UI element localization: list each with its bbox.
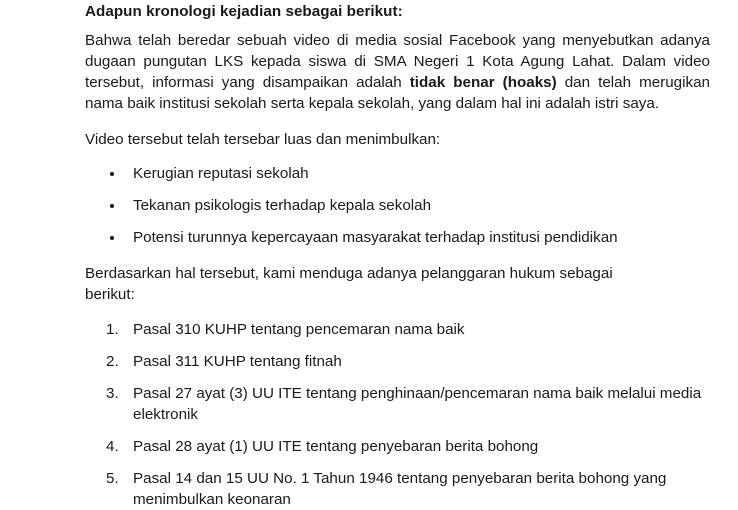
bullet-point-icon [110, 172, 114, 176]
list-item [85, 351, 710, 372]
list-item-label: Potensi turunnya kepercayaan masyarakat terhadap institusi pendidikan [133, 229, 618, 246]
list-item-number: 3. [106, 385, 119, 402]
paragraph-legal-basis: Berdasarkan hal tersebut, kami menduga adanya pelanggaran hukum sebagai berikut: [85, 265, 613, 303]
list-item-label: Tekanan psikologis terhadap kepala sekolah [133, 197, 432, 214]
list-item-number: 2. [106, 353, 119, 370]
paragraph-chronology [85, 30, 710, 114]
list-item [85, 319, 710, 340]
list-item [85, 195, 710, 216]
bullet-point-icon [110, 204, 114, 208]
list-item-label: Pasal 14 dan 15 UU No. 1 Tahun 1946 tentang penyebaran berita bohong yang menimbulkan keonaran [133, 470, 667, 508]
legal-violation-numbered-list [85, 319, 710, 510]
list-item-number: 5. [106, 470, 119, 487]
list-item-label: Pasal 27 ayat (3) UU ITE tentang penghinaan/pencemaran nama baik melalui media elektronik [133, 385, 702, 423]
list-item-number: 4. [106, 438, 119, 455]
list-item [85, 227, 710, 248]
section-heading: Adapun kronologi kejadian sebagai berikut: [85, 3, 403, 20]
list-item [85, 436, 710, 457]
paragraph-chronology-text-after: dan telah merugikan nama baik institusi sekolah serta kepala sekolah, yang dalam hal ini adalah istri saya. [85, 74, 710, 112]
paragraph-chronology-text-before: Bahwa telah beredar sebuah video di media sosial Facebook yang menyebutkan adanya dugaan pungutan LKS kepada siswa di SMA Negeri 1 Kota Agung Lahat. Dalam video tersebut, informasi yang disampaikan adalah [85, 32, 710, 91]
list-item-number: 1. [106, 321, 119, 338]
list-item-label: Pasal 311 KUHP tentang fitnah [133, 353, 342, 370]
list-item-label: Pasal 28 ayat (1) UU ITE tentang penyebaran berita bohong [133, 438, 539, 455]
impact-bullet-list [85, 163, 710, 248]
list-item [85, 468, 710, 510]
list-item [85, 163, 710, 184]
list-item-label: Kerugian reputasi sekolah [133, 165, 309, 182]
paragraph-impact-intro: Video tersebut telah tersebar luas dan menimbulkan: [85, 131, 441, 148]
list-item-label: Pasal 310 KUHP tentang pencemaran nama baik [133, 321, 465, 338]
list-item [85, 383, 710, 425]
document-body [85, 0, 710, 510]
paragraph-chronology-emphasis: tidak benar (hoaks) [409, 74, 557, 91]
bullet-point-icon [110, 236, 114, 240]
